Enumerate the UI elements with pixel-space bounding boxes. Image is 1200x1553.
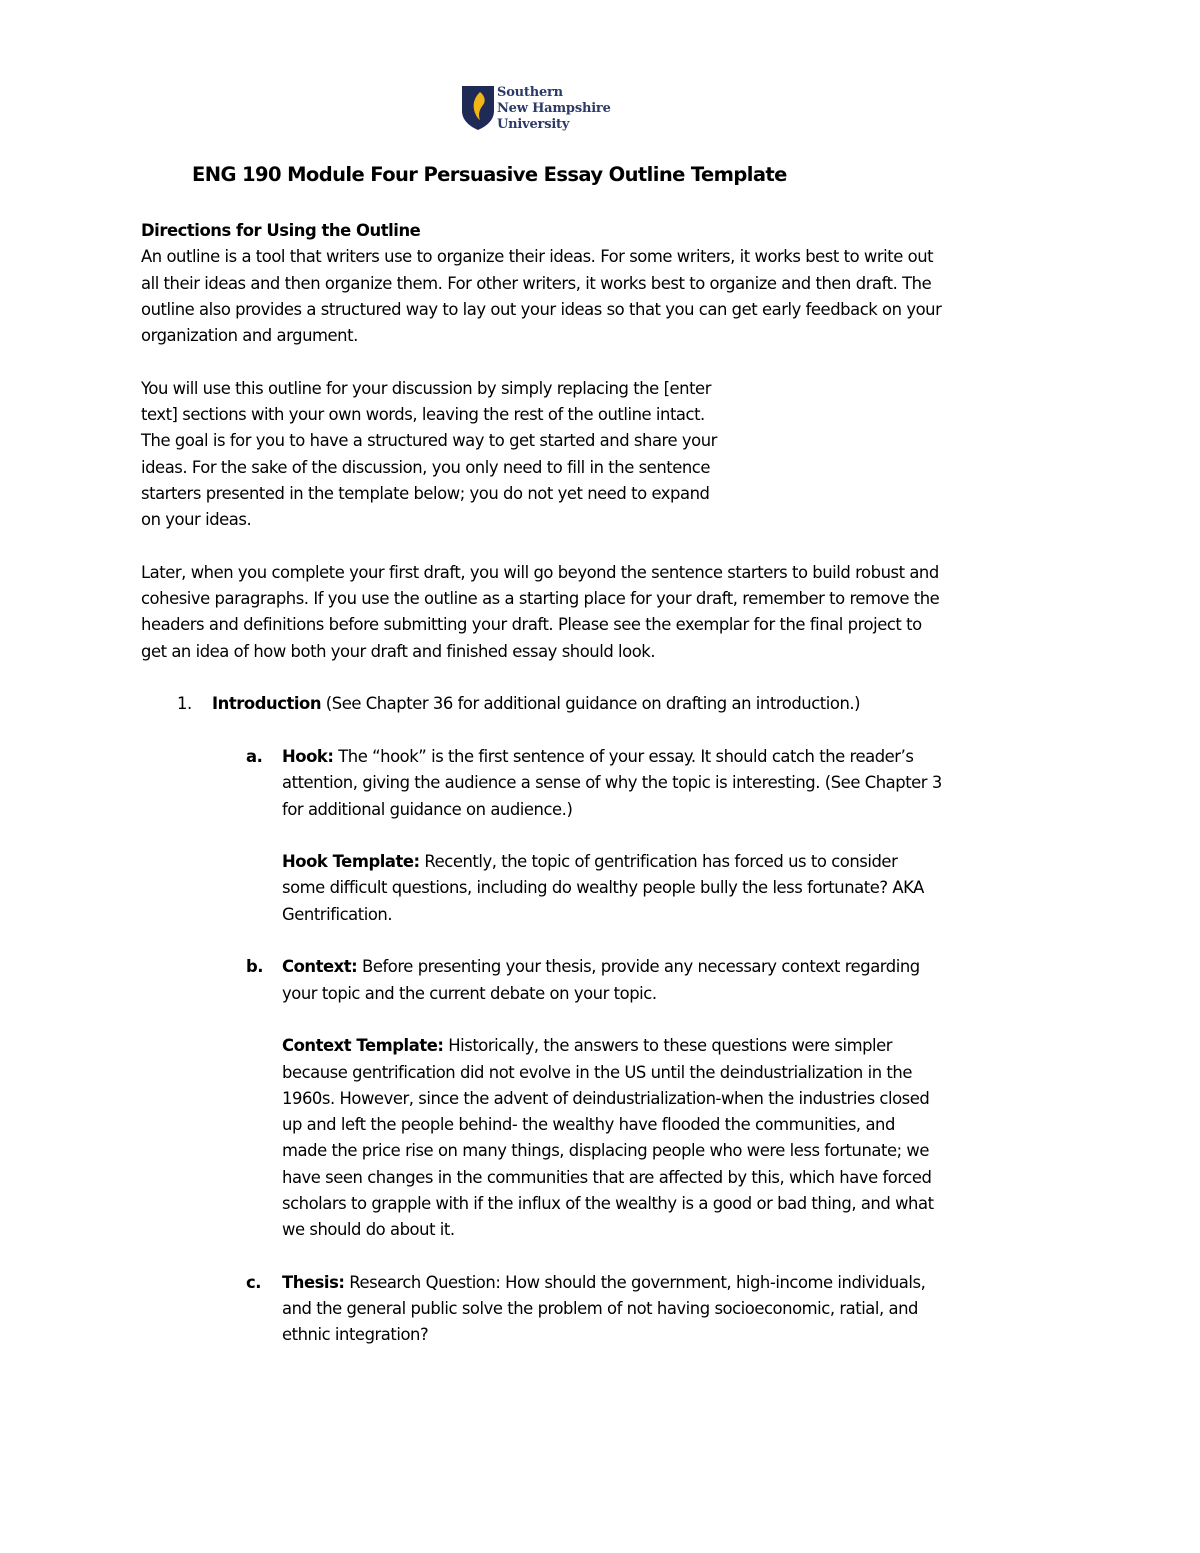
outline-item-context	[141, 954, 942, 1007]
thesis-letter: c.	[246, 1272, 262, 1292]
hook-template-label: Hook Template:	[282, 852, 420, 872]
page-title: ENG 190 Module Four Persuasive Essay Outline Template	[192, 163, 787, 186]
hook-text: The “hook” is the first sentence of your essay. It should catch the reader’s attention, giving the audience a sense of why the topic is interesting. (See Chapter 3 for additional guidance on audience.)	[282, 746, 942, 819]
introduction-text: (See Chapter 36 for additional guidance on drafting an introduction.)	[321, 694, 861, 714]
outline-item-introduction	[141, 691, 951, 717]
context-letter: b.	[246, 957, 264, 977]
directions-paragraph-3: Later, when you complete your first draft, you will go beyond the sentence starters to build robust and cohesive paragraphs. If you use the outline as a starting place for your draft, remember to remove the headers and definitions before submitting your draft. Please see the exemplar for the final project to get an idea of how both your draft and finished essay should look.	[141, 562, 940, 661]
context-text: Before presenting your thesis, provide any necessary context regarding your topic and the current debate on your topic.	[282, 957, 920, 1003]
directions-paragraph-1: An outline is a tool that writers use to organize their ideas. For some writers, it works best to write out all their ideas and then organize them. For other writers, it works best to organize and then draft. The outline also provides a structured way to lay out your ideas so that you can get early feedback on your organization and argument.	[141, 247, 942, 346]
context-label: Context:	[282, 957, 358, 977]
context-template-text: Historically, the answers to these questions were simpler because gentrification did not evolve in the US until the deindustrialization in the 1960s. However, since the advent of deindustrialization-when the industries closed up and left the people behind- the wealthy have flooded the communities, and made the price rise on many things, displacing people who were less fortunate; we have seen changes in the communities that are affected by this, which have forced scholars to grapple with if the influx of the wealthy is a good or bad thing, and what we should do about it.	[282, 1036, 934, 1240]
hook-template-text: Recently, the topic of gentrification has forced us to consider some difficult questions, including do wealthy people bully the less fortunate? AKA Gentrification.	[282, 852, 924, 924]
shield-icon	[461, 85, 495, 131]
logo-line-3: University	[497, 117, 570, 132]
logo-line-1: Southern	[497, 85, 563, 100]
outline-item-thesis	[141, 1270, 942, 1349]
hook-template	[141, 849, 942, 928]
outline-item-hook	[141, 744, 942, 823]
logo-line-2: New Hampshire	[497, 101, 611, 116]
outline-number: 1.	[177, 694, 192, 714]
directions-paragraph-2: You will use this outline for your discussion by simply replacing the [enter text] sections with your own words, leaving the rest of the outline intact. The goal is for you to have a structured way to get started and share your ideas. For the sake of the discussion, you only need to fill in the sentence starters presented in the template below; you do not yet need to expand on your ideas.	[141, 378, 717, 530]
introduction-label: Introduction	[212, 694, 322, 714]
university-logo	[461, 85, 631, 131]
thesis-text: Research Question: How should the government, high-income individuals, and the general public solve the problem of not having socioeconomic, ratial, and ethnic integration?	[282, 1272, 926, 1345]
context-template	[141, 1033, 942, 1243]
logo-wordmark	[497, 85, 611, 133]
directions-heading: Directions for Using the Outline	[141, 221, 421, 240]
context-template-label: Context Template:	[282, 1036, 444, 1056]
thesis-label: Thesis:	[282, 1272, 345, 1292]
hook-letter: a.	[246, 746, 263, 766]
document-body	[141, 218, 951, 1349]
hook-label: Hook:	[282, 746, 334, 766]
